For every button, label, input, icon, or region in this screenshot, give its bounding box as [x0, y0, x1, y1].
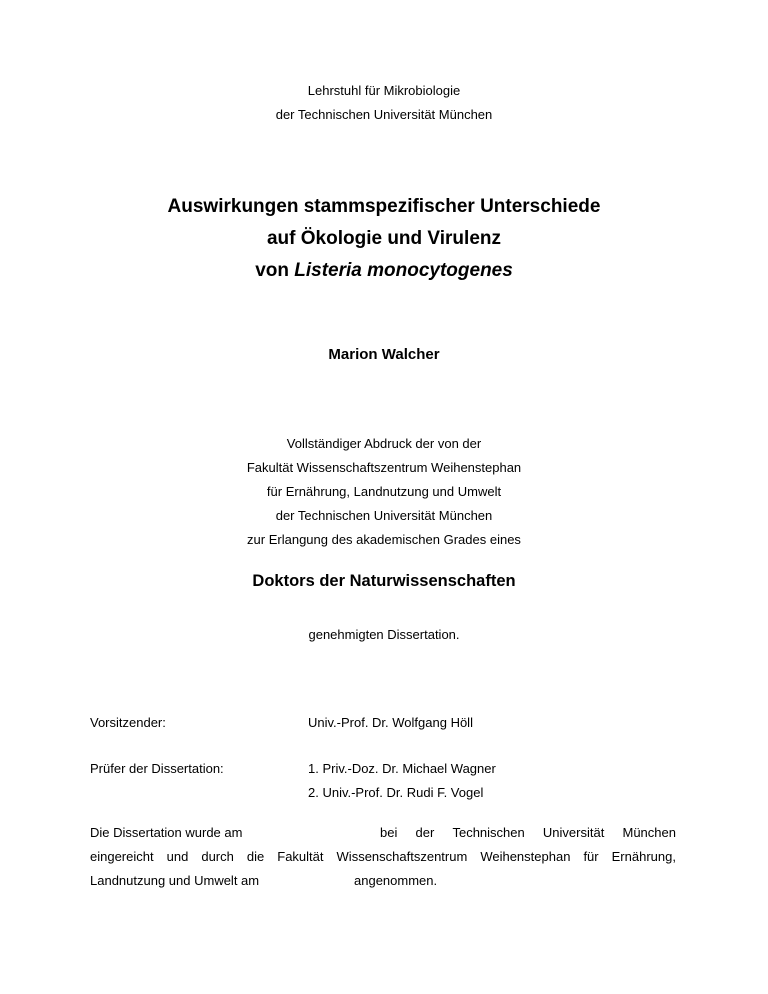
chair-person: Univ.-Prof. Dr. Wolfgang Höll — [308, 715, 473, 730]
submission-word: durch — [201, 849, 234, 864]
title-prefix: von — [255, 260, 289, 281]
statement-line-2: Fakultät Wissenschaftszentrum Weihenstephan — [246, 460, 522, 475]
submission-line-2 — [90, 849, 676, 865]
submission-word: bei — [380, 825, 398, 840]
submission-word: München — [622, 825, 676, 840]
submission-line-3-end: angenommen. — [354, 873, 438, 888]
submission-word: die — [246, 849, 265, 864]
submission-word: Universität — [542, 825, 605, 840]
thesis-title-line-3 — [0, 259, 768, 283]
thesis-title-line-2: auf Ökologie und Virulenz — [266, 228, 501, 249]
statement-line-3: für Ernährung, Landnutzung und Umwelt — [266, 484, 502, 499]
chair-name: Lehrstuhl für Mikrobiologie — [307, 83, 461, 98]
submission-word: Weihenstephan — [480, 849, 571, 864]
statement-line-1: Vollständiger Abdruck der von der — [286, 436, 482, 451]
examiner-2: 2. Univ.-Prof. Dr. Rudi F. Vogel — [308, 785, 484, 800]
submission-line-3-start: Landnutzung und Umwelt am — [90, 873, 260, 888]
submission-line-1-rest — [380, 825, 676, 841]
submission-word: Wissenschaftszentrum — [336, 849, 468, 864]
university-name: der Technischen Universität München — [275, 107, 493, 122]
submission-word: der — [415, 825, 435, 840]
submission-line-1-start: Die Dissertation wurde am — [90, 825, 243, 840]
thesis-title-line-1: Auswirkungen stammspezifischer Unterschiede — [167, 196, 601, 217]
approved-dissertation: genehmigten Dissertation. — [308, 627, 460, 642]
author-name: Marion Walcher — [328, 346, 440, 363]
chair-label: Vorsitzender: — [90, 715, 166, 730]
submission-word: Technischen — [452, 825, 525, 840]
submission-word: für — [583, 849, 599, 864]
examiner-1: 1. Priv.-Doz. Dr. Michael Wagner — [308, 761, 496, 776]
submission-word: eingereicht — [90, 849, 154, 864]
species-name: Listeria monocytogenes — [294, 260, 513, 281]
statement-line-4: der Technischen Universität München — [275, 508, 493, 523]
statement-line-5: zur Erlangung des akademischen Grades eines — [247, 532, 521, 547]
examiners-label: Prüfer der Dissertation: — [90, 761, 224, 776]
submission-word: Fakultät — [277, 849, 324, 864]
submission-word: Ernährung, — [611, 849, 676, 864]
degree-title: Doktors der Naturwissenschaften — [252, 572, 516, 590]
submission-word: und — [166, 849, 189, 864]
